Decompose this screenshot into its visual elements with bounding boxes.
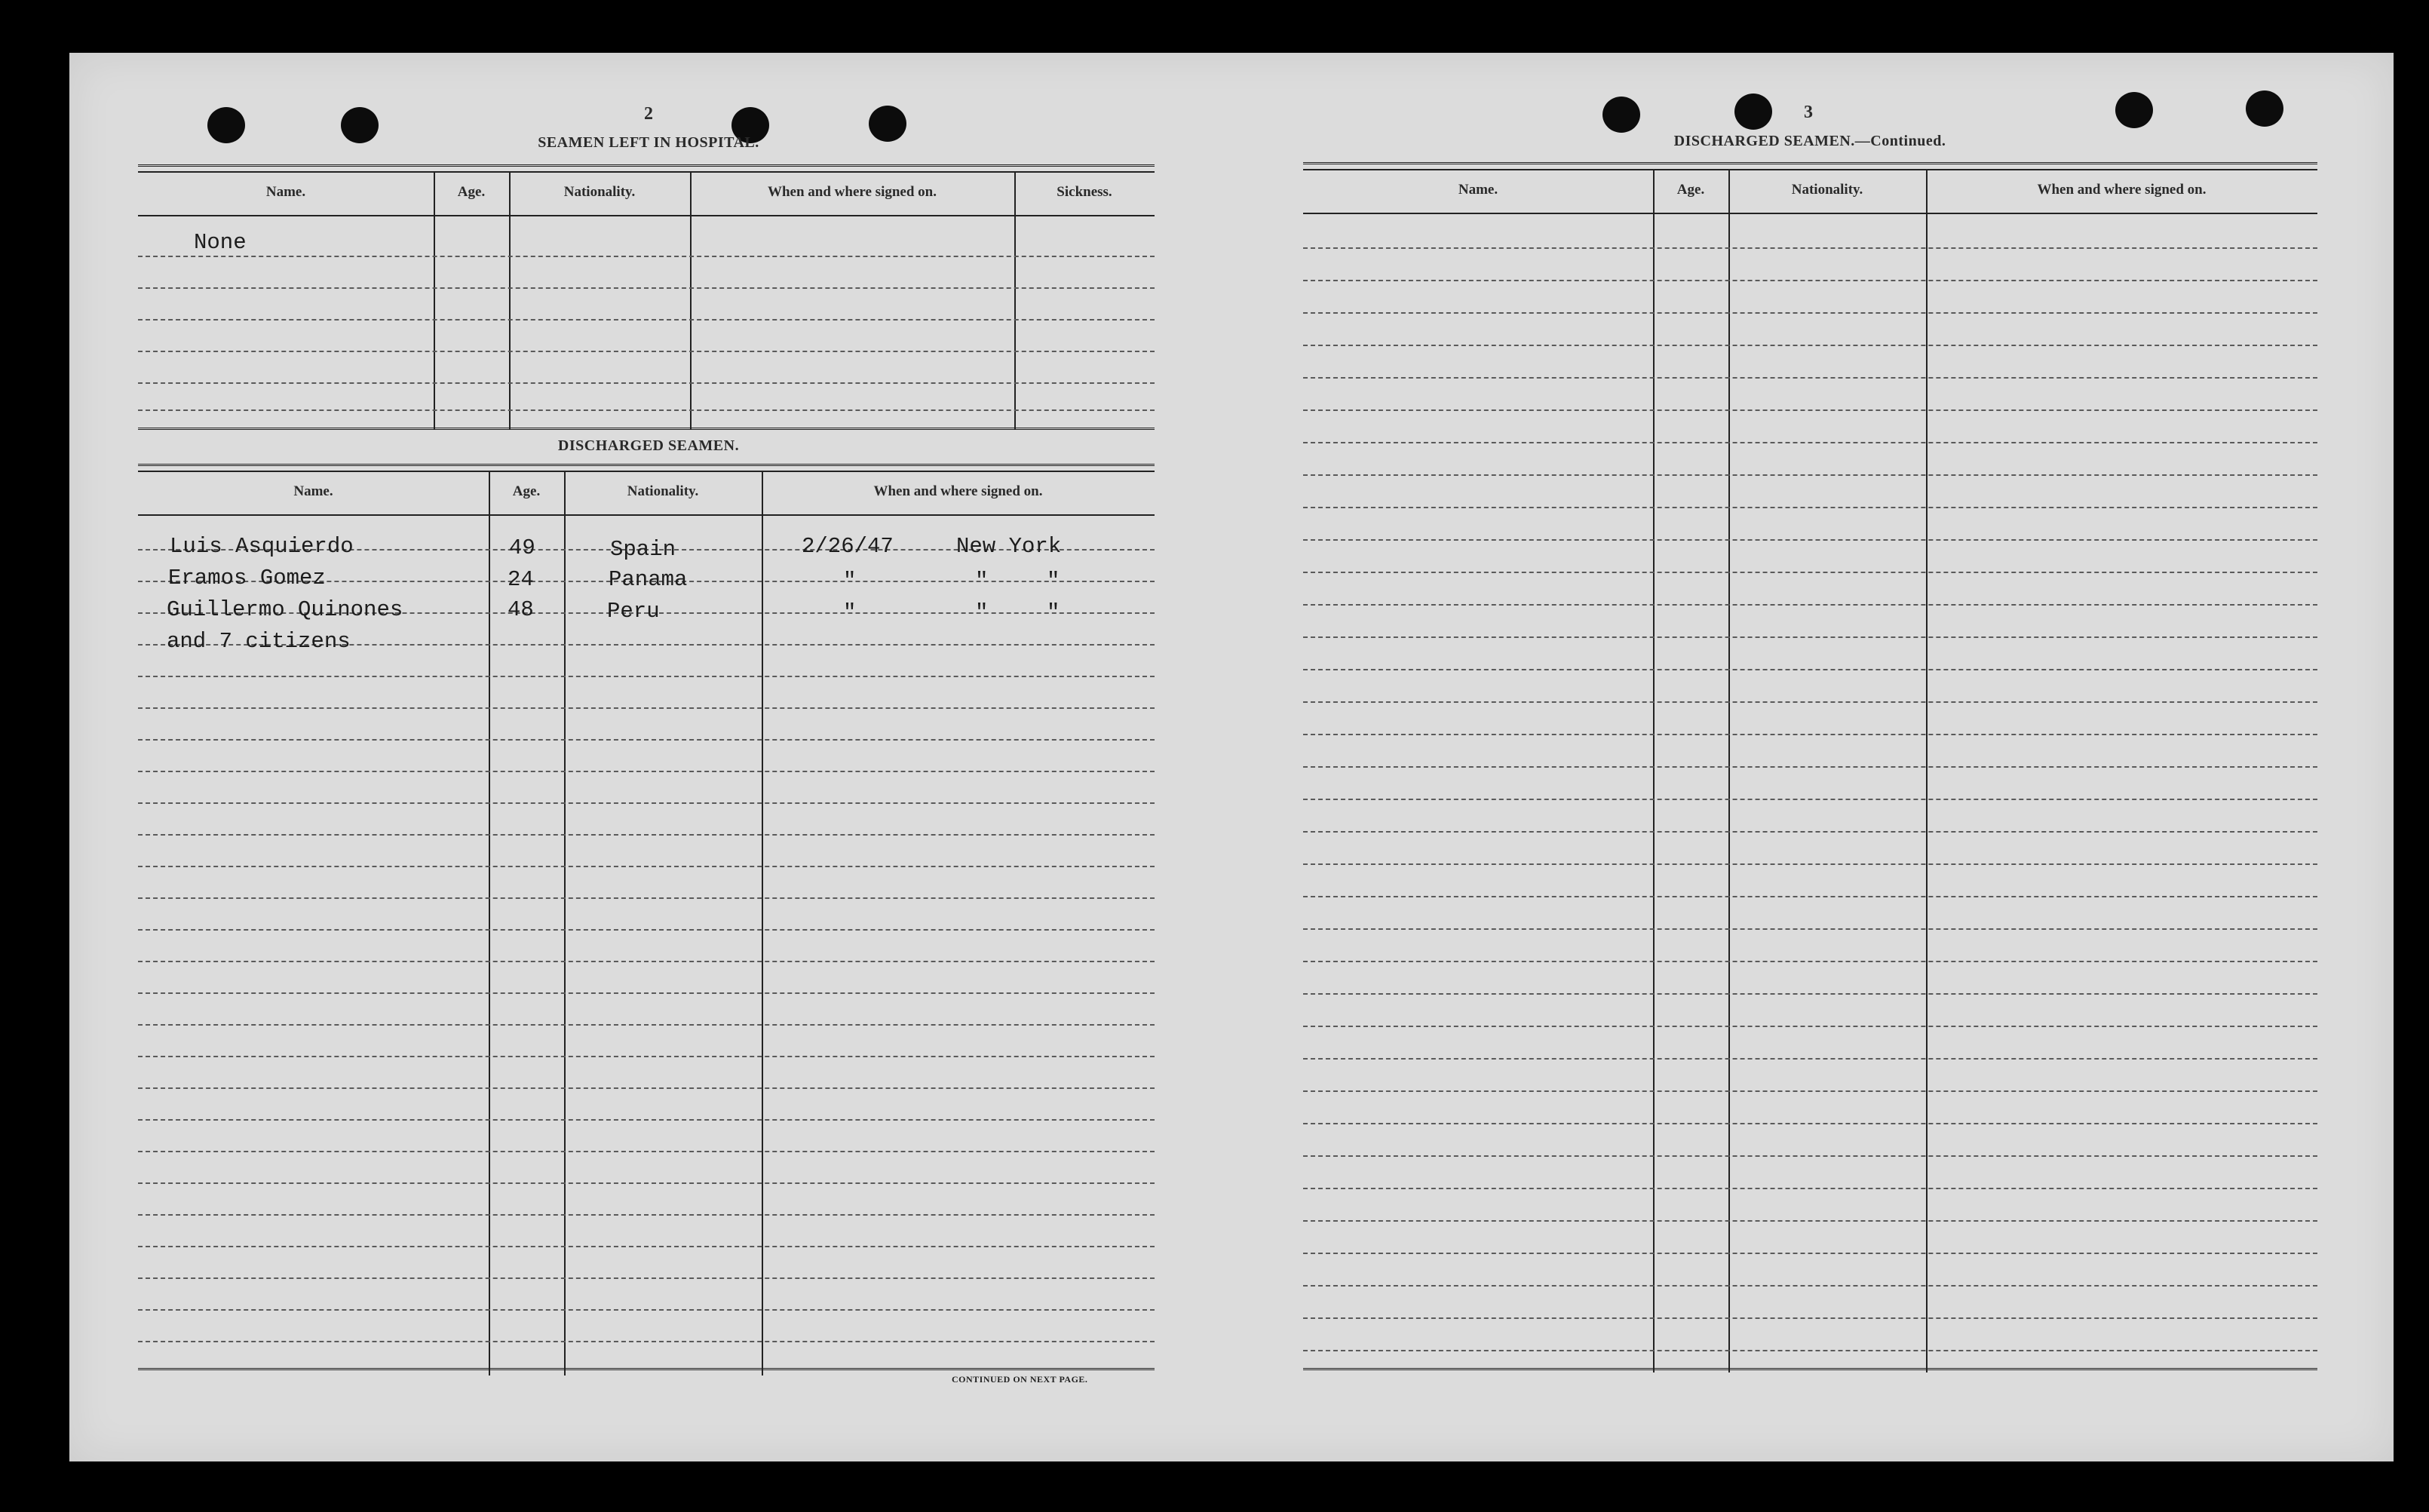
- discharged-row-2-name: Eramos Gomez: [168, 566, 326, 590]
- right-page-number: 3: [1804, 103, 1813, 122]
- discharged-section-title: DISCHARGED SEAMEN.: [557, 437, 740, 454]
- punch-hole: [341, 107, 379, 143]
- col-header-nationality: Nationality.: [627, 483, 699, 499]
- discharged-row-3-date: ": [843, 600, 857, 625]
- col-header-name: Name.: [1458, 182, 1498, 198]
- discharged-row-3-nationality: Peru: [607, 599, 660, 624]
- col-header-nationality: Nationality.: [563, 184, 636, 200]
- discharged-table: [138, 464, 1155, 1371]
- discharged-row-2-date: ": [843, 569, 857, 593]
- hospital-entry-none: None: [194, 230, 247, 255]
- discharged-continued-header: [1303, 170, 2317, 214]
- discharged-row-1-age: 49: [509, 535, 535, 560]
- hospital-table: [138, 164, 1155, 435]
- discharged-row-2-age: 24: [508, 567, 534, 592]
- discharged-row-1-place: New York: [956, 534, 1062, 559]
- col-header-sickness: Sickness.: [1057, 184, 1112, 200]
- discharged-row-3-place: ": [975, 600, 989, 625]
- col-header-name: Name.: [265, 184, 306, 200]
- col-header-age: Age.: [457, 184, 486, 200]
- punch-hole: [2115, 92, 2153, 128]
- discharged-row-3-name: Guillermo Quinones: [167, 597, 403, 622]
- hospital-table-header: [138, 173, 1155, 216]
- punch-hole: [1734, 94, 1772, 130]
- hospital-section-title: SEAMEN LEFT IN HOSPITAL.: [538, 134, 759, 151]
- punch-hole: [207, 107, 245, 143]
- punch-hole: [2246, 90, 2283, 127]
- discharged-row-3-age: 48: [508, 597, 534, 622]
- discharged-continued-table: [1303, 162, 2317, 1371]
- right-section-title: DISCHARGED SEAMEN.—Continued.: [1673, 133, 1946, 149]
- discharged-row-4-name: and 7 citizens: [167, 629, 351, 654]
- col-header-signed-on: When and where signed on.: [2037, 182, 2207, 198]
- discharged-row-1-date: 2/26/47: [802, 534, 894, 559]
- col-header-name: Name.: [293, 483, 333, 499]
- discharged-row-3-extra: ": [1047, 600, 1060, 625]
- left-page-number: 2: [644, 104, 653, 124]
- discharged-row-2-place: ": [975, 569, 989, 593]
- punch-hole: [1602, 97, 1640, 133]
- col-header-signed-on: When and where signed on.: [767, 184, 937, 200]
- col-header-age: Age.: [512, 483, 541, 499]
- discharged-row-1-nationality: Spain: [610, 537, 676, 562]
- col-header-age: Age.: [1676, 182, 1705, 198]
- col-header-signed-on: When and where signed on.: [873, 483, 1043, 499]
- col-header-nationality: Nationality.: [1791, 182, 1863, 198]
- discharged-row-2-extra: ": [1047, 569, 1060, 593]
- discharged-row-1-name: Luis Asquierdo: [170, 534, 354, 559]
- discharged-row-2-nationality: Panama: [609, 567, 688, 592]
- discharged-table-header: [138, 472, 1155, 516]
- continued-footer: CONTINUED ON NEXT PAGE.: [952, 1374, 1088, 1385]
